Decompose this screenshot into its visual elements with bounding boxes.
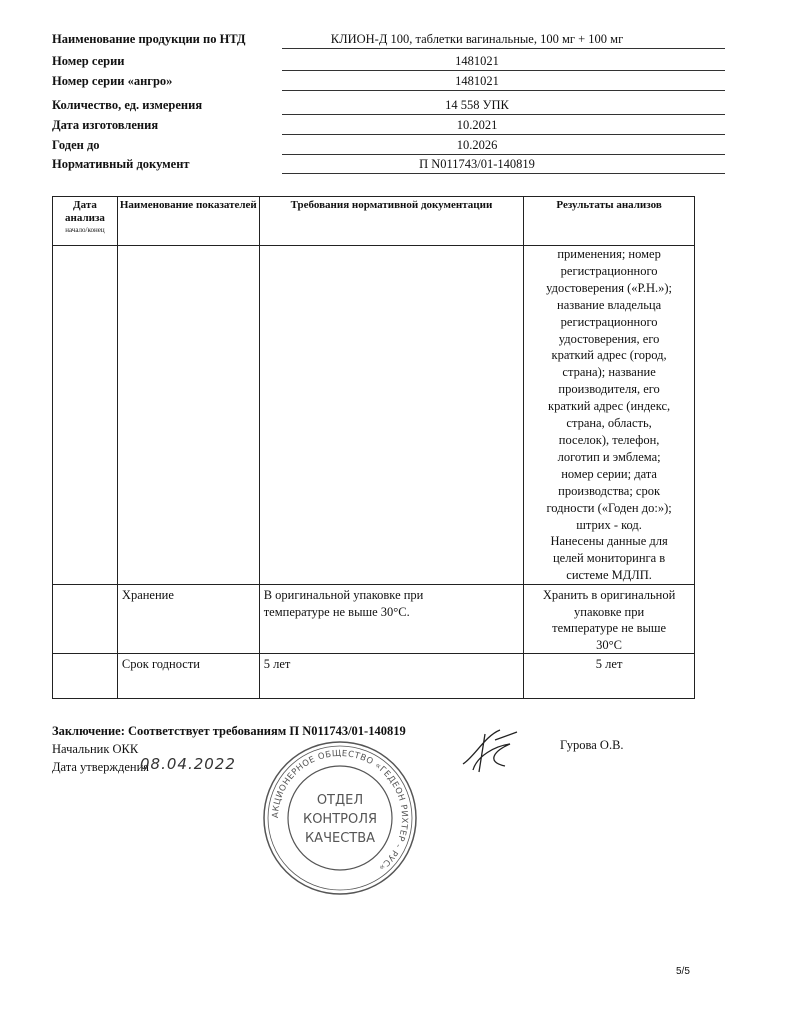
shelf-life-result: 5 лет <box>524 654 695 699</box>
header-label: Наименование продукции по НТД <box>52 32 246 46</box>
cell-line: регистрационного <box>560 263 658 278</box>
page-number: 5/5 <box>676 966 690 977</box>
quality-control-stamp <box>260 738 420 898</box>
cell-line: удостоверения («Р.Н.»); <box>546 280 673 295</box>
header-row <box>52 136 672 155</box>
continued-result <box>524 246 695 585</box>
header-row <box>52 96 672 115</box>
header-underline <box>282 70 725 71</box>
cell-line: В оригинальной упаковке при <box>263 588 424 603</box>
stamp-line-2: КОНТРОЛЯ <box>302 812 378 827</box>
header-underline <box>282 134 725 135</box>
cell-line: номер серии; дата <box>561 466 657 481</box>
cell-line: системе МДЛП. <box>566 568 652 583</box>
handwritten-approval-date: 08.04.2022 <box>140 755 236 773</box>
stamp-ring-text: АКЦИОНЕРНОЕ ОБЩЕСТВО «ГЕДЕОН РИХТЕР - РУС» <box>270 748 410 873</box>
header-label: Дата изготовления <box>52 118 159 132</box>
header-row <box>52 155 672 174</box>
cell-line: 30°С <box>596 637 623 652</box>
cell-line: производителя, его <box>558 382 660 397</box>
header-value: 10.2021 <box>456 118 498 132</box>
cell-line: Хранить в оригинальной <box>542 588 676 603</box>
approval-date-label: Дата утверждения <box>52 760 150 774</box>
table-header-row <box>53 197 695 246</box>
analysis-table <box>52 196 695 699</box>
storage-requirement <box>259 585 523 654</box>
cell-line: применения; номер <box>557 247 661 261</box>
cell-line: температуре не выше <box>552 621 667 636</box>
cell-line: название владельца <box>557 297 662 312</box>
cell-line: краткий адрес (индекс, <box>548 399 671 414</box>
shelf-life-requirement: 5 лет <box>259 654 523 699</box>
cell-line: целей мониторинга в <box>552 551 666 566</box>
cell-line: температуре не выше 30°С. <box>263 604 410 619</box>
cell-line: штрих - код. <box>576 517 642 532</box>
cell-line: краткий адрес (город, <box>551 348 667 363</box>
header-underline <box>282 173 725 174</box>
header-value: КЛИОН-Д 100, таблетки вагинальные, 100 мг + 100 мг <box>330 32 624 46</box>
header-value: П N011743/01-140819 <box>419 157 535 171</box>
header-row <box>52 30 672 49</box>
header-label: Количество, ед. измерения <box>52 98 203 112</box>
header-value: 10.2026 <box>456 138 498 152</box>
header-row <box>52 116 672 135</box>
cell-line: поселок), телефон, <box>558 432 660 447</box>
header-value: 14 558 УПК <box>445 98 509 112</box>
header-label: Годен до <box>52 138 100 152</box>
header-row <box>52 72 672 91</box>
header-requirement: Требования нормативной документации <box>259 197 523 246</box>
storage-result <box>524 585 695 654</box>
cell-line: регистрационного <box>560 314 658 329</box>
header-label: Нормативный документ <box>52 157 190 171</box>
header-date: Дата анализа начало/конец <box>53 197 118 246</box>
header-indicator: Наименование показателей <box>117 197 259 246</box>
cell-line: годности («Годен до:»); <box>546 500 672 515</box>
cell-line: упаковке при <box>574 604 645 619</box>
header-underline <box>282 48 725 49</box>
stamp-line-3: КАЧЕСТВА <box>304 831 376 846</box>
table-row-storage <box>53 585 695 654</box>
cell-line: страна); название <box>562 365 656 380</box>
header-label: Номер серии <box>52 54 125 68</box>
header-value: 1481021 <box>455 74 499 88</box>
cell-line: Нанесены данные для <box>550 534 668 549</box>
signature <box>455 726 525 776</box>
storage-indicator: Хранение <box>117 585 259 654</box>
cell-line: страна, область, <box>566 416 652 431</box>
header-underline <box>282 114 725 115</box>
header-underline <box>282 90 725 91</box>
header-value: 1481021 <box>455 54 499 68</box>
svg-text:АКЦИОНЕРНОЕ ОБЩЕСТВО «ГЕДЕОН Р <box>271 749 409 873</box>
header-result: Результаты анализов <box>524 197 695 246</box>
conclusion-text: Заключение: Соответствует требованиям П N011743/01-140819 <box>52 724 406 738</box>
cell-line: логотип и эмблема; <box>557 449 661 464</box>
table-row-continued <box>53 246 695 585</box>
shelf-life-indicator: Срок годности <box>117 654 259 699</box>
signer-name: Гурова О.В. <box>560 738 624 752</box>
cell-line: удостоверения, его <box>558 331 660 346</box>
header-row <box>52 52 672 71</box>
cell-line: производства; срок <box>558 483 661 498</box>
header-label: Номер серии «ангро» <box>52 74 173 88</box>
stamp-line-1: ОТДЕЛ <box>316 793 364 808</box>
position-label: Начальник ОКК <box>52 742 139 756</box>
table-row-shelf-life <box>53 654 695 699</box>
